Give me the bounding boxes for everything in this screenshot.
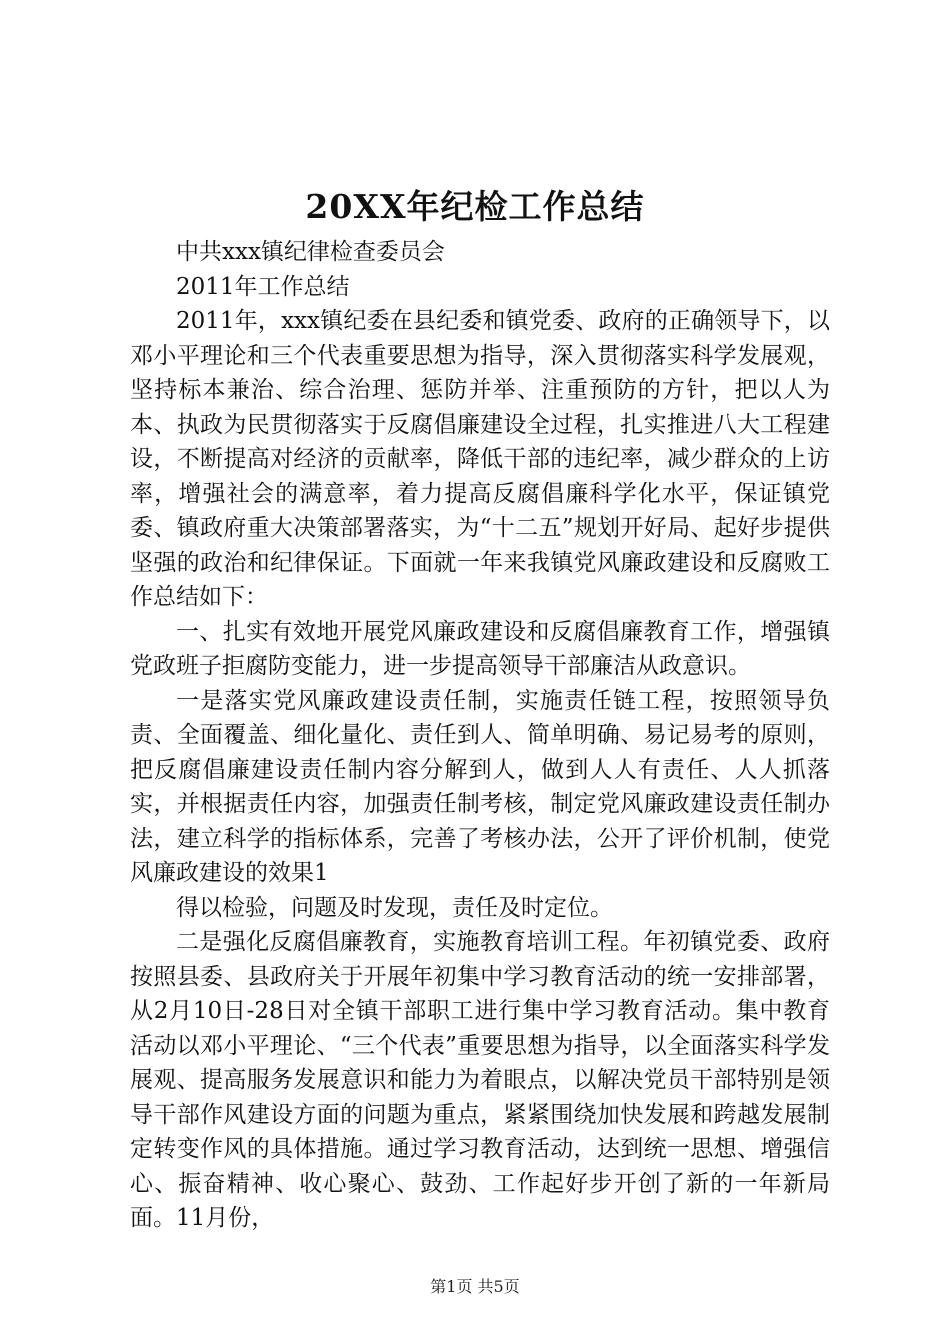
paragraph-item-one: 一是落实党风廉政建设责任制，实施责任链工程，按照领导负责、全面覆盖、细化量化、责任到人、简单明确、易记易考的原则，把反腐倡廉建设责任制内容分解到人，做到人人有责任、人人抓落实，并根据责任内容，加强责任制考核，制定党风廉政建设责任制办法，建立科学的指标体系，完善了考核办法，公开了评价机制，使党风廉政建设的效果1 xyxy=(130,687,830,886)
paragraph-item-one-continued: 得以检验，问题及时发现，责任及时定位。 xyxy=(176,894,613,921)
paragraph-item-two: 二是强化反腐倡廉教育，实施教育培训工程。年初镇党委、政府按照县委、县政府关于开展年初集中学习教育活动的统一安排部署，从2月10日-28日对全镇干部职工进行集中学习教育活动。集中教育活动以邓小平理论、“三个代表”重要思想为指导，以全面落实科学发展观、提高服务发展意识和能力为着眼点，以解决党员干部特别是领导干部作风建设方面的问题为重点，紧紧围绕加快发展和跨越发展制定转变作风的具体措施。通过学习教育活动，达到统一思想、增强信心、振奋精神、收心聚心、鼓劲、工作起好步开创了新的一年新局面。11月份， xyxy=(130,929,830,1231)
paragraph-intro: 2011年，xxx镇纪委在县纪委和镇党委、政府的正确领导下，以邓小平理论和三个代表重要思想为指导，深入贯彻落实科学发展观，坚持标本兼治、综合治理、惩防并举、注重预防的方针，把以人为本、执政为民贯彻落实于反腐倡廉建设全过程，扎实推进八大工程建设，不断提高对经济的贡献率，降低干部的违纪率，减少群众的上访率，增强社会的满意率，着力提高反腐倡廉科学化水平，保证镇党委、镇政府重大决策部署落实，为“十二五”规划开好局、起好步提供坚强的政治和纪律保证。下面就一年来我镇党风廉政建设和反腐败工作总结如下： xyxy=(130,308,830,610)
document-body xyxy=(130,235,830,1236)
page-footer: 第1页 共5页 xyxy=(430,1277,520,1296)
paragraph-org-name: 中共xxx镇纪律检查委员会 xyxy=(176,239,445,265)
document-title: 20XX年纪检工作总结 xyxy=(305,187,645,226)
paragraph-subtitle: 2011年工作总结 xyxy=(176,273,350,300)
paragraph-section-one-heading: 一、扎实有效地开展党风廉政建设和反腐倡廉教育工作，增强镇党政班子拒腐防变能力，进一步提高领导干部廉洁从政意识。 xyxy=(130,618,830,679)
